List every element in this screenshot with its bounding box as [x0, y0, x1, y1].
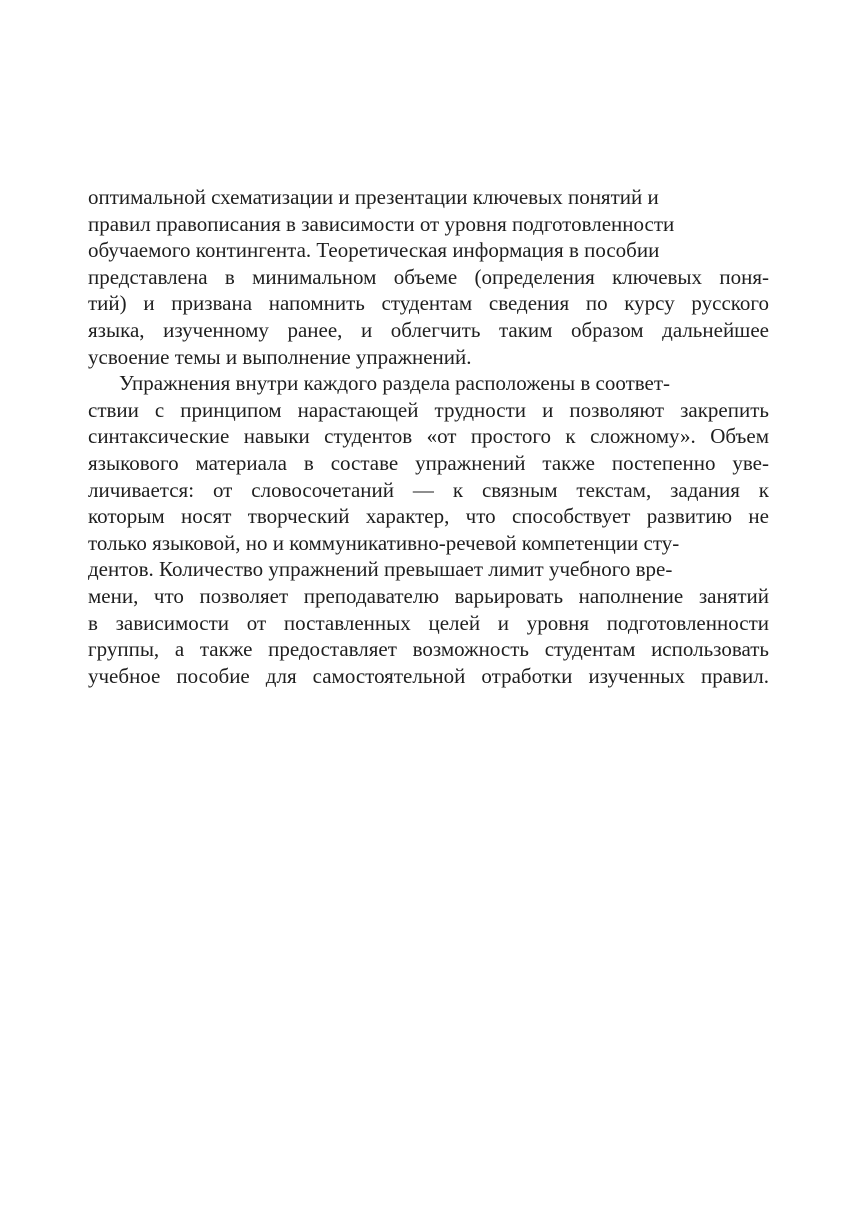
- paragraph-line: усвоение темы и выполнение упражнений.: [88, 344, 472, 369]
- paragraph-line: группы, а также предоставляет возможность студентам использовать: [88, 637, 769, 662]
- paragraph-line: тий) и призвана напомнить студентам сведения по курсу русского: [88, 291, 769, 316]
- paragraph-line: ствии с принципом нарастающей трудности и позволяют закрепить: [88, 397, 769, 422]
- paragraph-line: языка, изученному ранее, и облегчить таким образом дальнейшее: [88, 317, 769, 342]
- paragraph-line: правил правописания в зависимости от уровня подготовленности: [88, 211, 675, 236]
- paragraph-line: синтаксические навыки студентов «от простого к сложному». Объем: [88, 424, 769, 449]
- paragraph-line: оптимальной схематизации и презентации ключевых понятий и: [88, 185, 659, 209]
- paragraph-line: учебное пособие для самостоятельной отработки изученных правил.: [88, 663, 769, 688]
- paragraph-2: [88, 370, 769, 689]
- paragraph-line: Упражнения внутри каждого раздела расположены в соответ-: [119, 371, 671, 396]
- paragraph-line: мени, что позволяет преподавателю варьировать наполнение занятий: [88, 583, 769, 608]
- paragraph-line: дентов. Количество упражнений превышает лимит учебного вре-: [88, 557, 673, 582]
- paragraph-line: которым носят творческий характер, что способствует развитию не: [88, 504, 769, 529]
- body-text: [88, 184, 769, 689]
- paragraph-line: только языковой, но и коммуникативно-речевой компетенции сту-: [88, 530, 680, 555]
- paragraph-line: в зависимости от поставленных целей и уровня подготовленности: [88, 610, 769, 635]
- paragraph-line: языкового материала в составе упражнений также постепенно уве-: [88, 450, 769, 475]
- paragraph-line: представлена в минимальном объеме (определения ключевых поня-: [88, 264, 769, 289]
- paragraph-line: обучаемого контингента. Теоретическая информация в пособии: [88, 238, 660, 263]
- paragraph-1: [88, 184, 769, 370]
- paragraph-line: личивается: от словосочетаний — к связным текстам, задания к: [88, 477, 769, 502]
